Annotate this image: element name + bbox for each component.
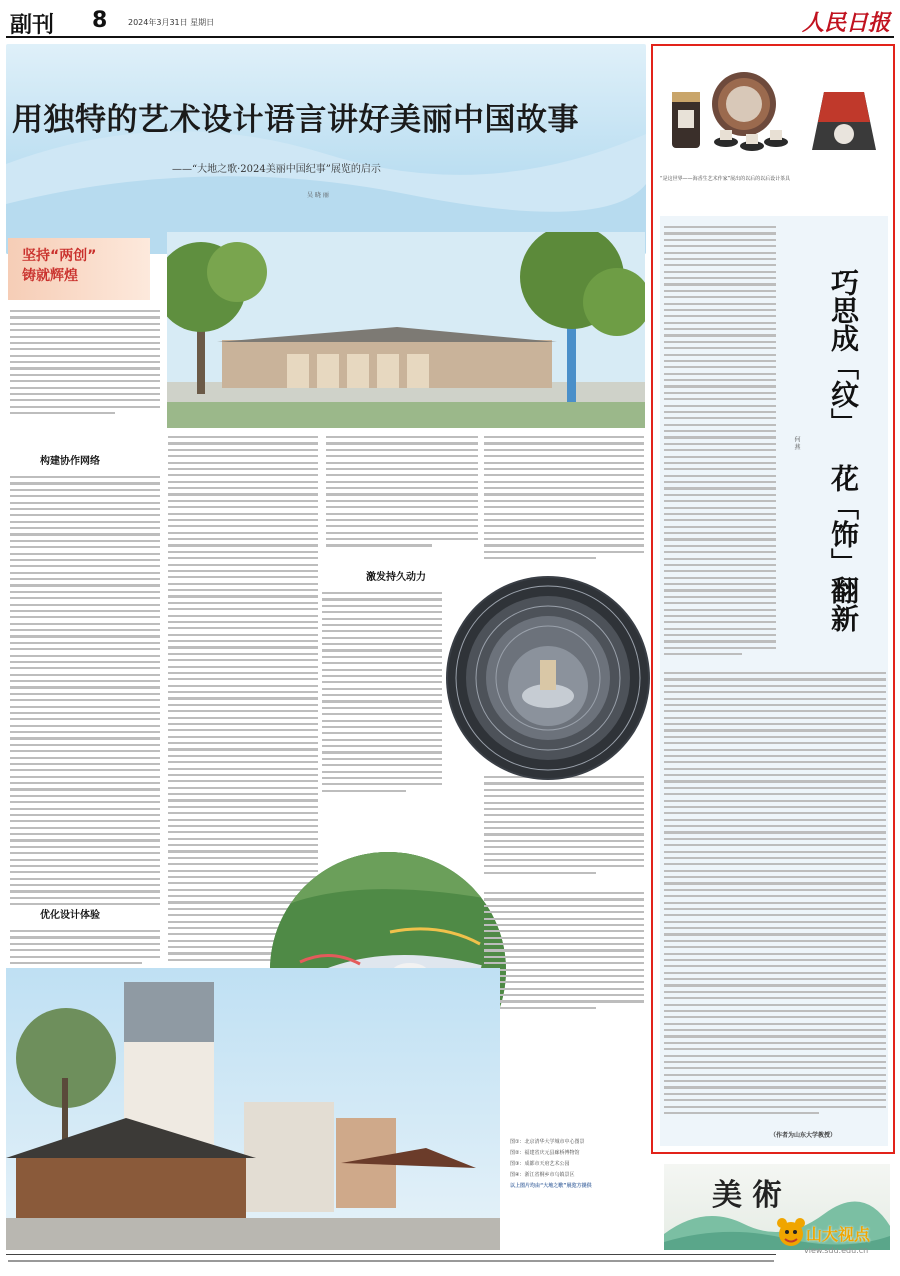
side-title-col1: 巧思成「纹」 — [827, 268, 860, 436]
callout-text: 坚持“两创” 铸就辉煌 — [22, 248, 97, 284]
side-author: 何 燕 — [793, 436, 800, 450]
issue-date: 2024年3月31日 星期日 — [128, 18, 215, 27]
main-author: 吴 晓 丽 — [307, 192, 329, 199]
interior-illustration — [446, 576, 650, 780]
caption-2: 图②：福建省庆元县廊桥博物馆 — [510, 1150, 580, 1156]
sky-decoration — [6, 44, 646, 254]
main-subtitle: ——“大地之歌·2024美丽中国纪事”展览的启示 — [172, 164, 381, 175]
section-heading-3: 优化设计体验 — [40, 910, 100, 921]
col1-paragraph-1 — [10, 310, 160, 432]
paper-logo: 人民日报 — [801, 10, 890, 36]
courtyard-illustration — [167, 232, 645, 428]
section-heading-2: 激发持久动力 — [366, 572, 426, 583]
col3-paragraph-1 — [326, 436, 478, 556]
bear-icon — [776, 1216, 806, 1250]
art-ad-text: 美術 — [712, 1178, 792, 1213]
tower-illustration — [6, 968, 500, 1250]
tea-set-caption: “是这世界——海香生艺术作家”展出的以后的以后设计茶具 — [660, 176, 791, 182]
side-paragraph-1 — [664, 226, 776, 666]
caption-credit: 以上图片均由“大地之歌”展览方提供 — [510, 1183, 592, 1189]
footer-rule — [6, 1254, 776, 1255]
callout-box — [8, 238, 150, 300]
watermark-text: 山大视点 — [806, 1225, 871, 1244]
watermark-url: view.sdu.edu.cn — [804, 1246, 869, 1255]
caption-3: 图③：成都市天府艺术公园 — [510, 1161, 570, 1167]
caption-4: 图④：浙江省桐乡市乌镇景区 — [510, 1172, 575, 1178]
col4-paragraph-2 — [484, 776, 644, 886]
side-title-col2: 花「饰」翻新 — [827, 464, 860, 632]
tea-set-illustration — [664, 62, 884, 162]
side-footer: （作者为山东大学教授） — [770, 1132, 837, 1139]
caption-1: 图①：北京清华大学城市中心图景 — [510, 1139, 585, 1145]
col1-paragraph-3 — [10, 930, 160, 972]
photo-tower-pavilion — [6, 968, 500, 1250]
photo-round-interior — [446, 576, 650, 780]
photo-courtyard-building — [167, 232, 645, 428]
col4-paragraph-1 — [484, 436, 644, 568]
side-paragraph-2 — [664, 672, 886, 1128]
page-number: 8 — [92, 8, 108, 33]
photo-tea-set — [664, 62, 884, 162]
title-banner — [6, 44, 646, 254]
caption-block — [510, 1138, 646, 1189]
watermark-logo — [776, 1212, 898, 1268]
section-heading-1: 构建协作网络 — [40, 456, 100, 467]
masthead-bar — [6, 6, 894, 38]
col1-paragraph-2 — [10, 476, 160, 906]
col4-paragraph-3 — [484, 892, 644, 1022]
main-title: 用独特的艺术设计语言讲好美丽中国故事 — [12, 102, 579, 138]
section-name: 副刊 — [10, 13, 55, 38]
col3-paragraph-2 — [322, 592, 442, 802]
footer-imprint — [8, 1260, 774, 1268]
